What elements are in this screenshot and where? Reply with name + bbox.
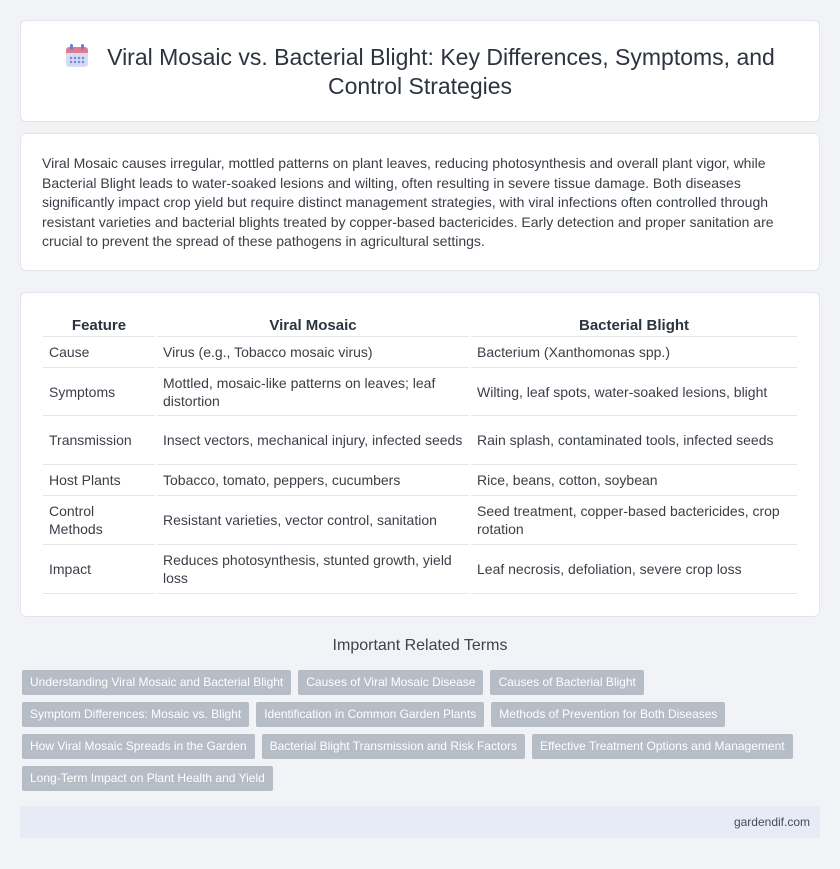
table-row xyxy=(43,496,797,545)
page-title-text: Viral Mosaic vs. Bacterial Blight: Key Differences, Symptoms, and Control Strategies xyxy=(107,44,775,99)
table-cell: Seed treatment, copper-based bactericides, crop rotation xyxy=(471,496,797,545)
table-cell: Transmission xyxy=(43,416,155,465)
comparison-table-card xyxy=(20,292,820,617)
header-bacterial-blight: Bacterial Blight xyxy=(471,313,797,337)
page-title xyxy=(21,43,819,101)
table-cell: Leaf necrosis, defoliation, severe crop loss xyxy=(471,545,797,594)
related-tag[interactable]: Causes of Viral Mosaic Disease xyxy=(298,670,483,695)
related-tag[interactable]: Effective Treatment Options and Management xyxy=(532,734,793,759)
table-cell: Rice, beans, cotton, soybean xyxy=(471,465,797,496)
table-cell: Host Plants xyxy=(43,465,155,496)
related-tag[interactable]: Methods of Prevention for Both Diseases xyxy=(491,702,725,727)
table-cell: Resistant varieties, vector control, sanitation xyxy=(157,496,469,545)
related-tag[interactable]: Long-Term Impact on Plant Health and Yield xyxy=(22,766,273,791)
header-card xyxy=(20,20,820,122)
related-tag[interactable]: Bacterial Blight Transmission and Risk Factors xyxy=(262,734,525,759)
summary-card xyxy=(20,133,820,271)
summary-text: Viral Mosaic causes irregular, mottled patterns on plant leaves, reducing photosynthesis and overall plant vigor, while Bacterial Blight leads to water-soaked lesions and wilting, often resulting in severe tissue damage. Both diseases significantly impact crop yield but require distinct management strategies, with viral infections often controlled through resistant varieties and bacterial blights treated by copper-based bactericides. Early detection and proper sanitation are crucial to prevent the spread of these pathogens in agricultural settings. xyxy=(42,155,774,249)
table-cell: Control Methods xyxy=(43,496,155,545)
related-terms-title: Important Related Terms xyxy=(332,637,508,654)
related-terms-list xyxy=(22,670,812,798)
calendar-icon xyxy=(65,44,89,68)
related-tag[interactable]: Causes of Bacterial Blight xyxy=(490,670,643,695)
table-cell: Rain splash, contaminated tools, infected seeds xyxy=(471,416,797,465)
table-row xyxy=(43,416,797,465)
table-cell: Symptoms xyxy=(43,368,155,416)
table-cell: Insect vectors, mechanical injury, infected seeds xyxy=(157,416,469,465)
header-viral-mosaic: Viral Mosaic xyxy=(157,313,469,337)
related-tag[interactable]: Identification in Common Garden Plants xyxy=(256,702,484,727)
table-cell: Tobacco, tomato, peppers, cucumbers xyxy=(157,465,469,496)
table-cell: Virus (e.g., Tobacco mosaic virus) xyxy=(157,337,469,368)
comparison-table xyxy=(41,313,799,594)
table-cell: Wilting, leaf spots, water-soaked lesions, blight xyxy=(471,368,797,416)
table-row xyxy=(43,337,797,368)
footer-site-link[interactable]: gardendif.com xyxy=(733,815,810,829)
table-cell: Bacterium (Xanthomonas spp.) xyxy=(471,337,797,368)
table-header-row xyxy=(43,313,797,337)
header-feature: Feature xyxy=(43,313,155,337)
related-tag[interactable]: Understanding Viral Mosaic and Bacterial Blight xyxy=(22,670,291,695)
related-tag[interactable]: How Viral Mosaic Spreads in the Garden xyxy=(22,734,255,759)
table-cell: Reduces photosynthesis, stunted growth, yield loss xyxy=(157,545,469,594)
table-row xyxy=(43,465,797,496)
table-row xyxy=(43,545,797,594)
table-cell: Impact xyxy=(43,545,155,594)
related-tag[interactable]: Symptom Differences: Mosaic vs. Blight xyxy=(22,702,249,727)
table-cell: Mottled, mosaic-like patterns on leaves; leaf distortion xyxy=(157,368,469,416)
table-row xyxy=(43,368,797,416)
footer xyxy=(20,806,820,838)
table-cell: Cause xyxy=(43,337,155,368)
